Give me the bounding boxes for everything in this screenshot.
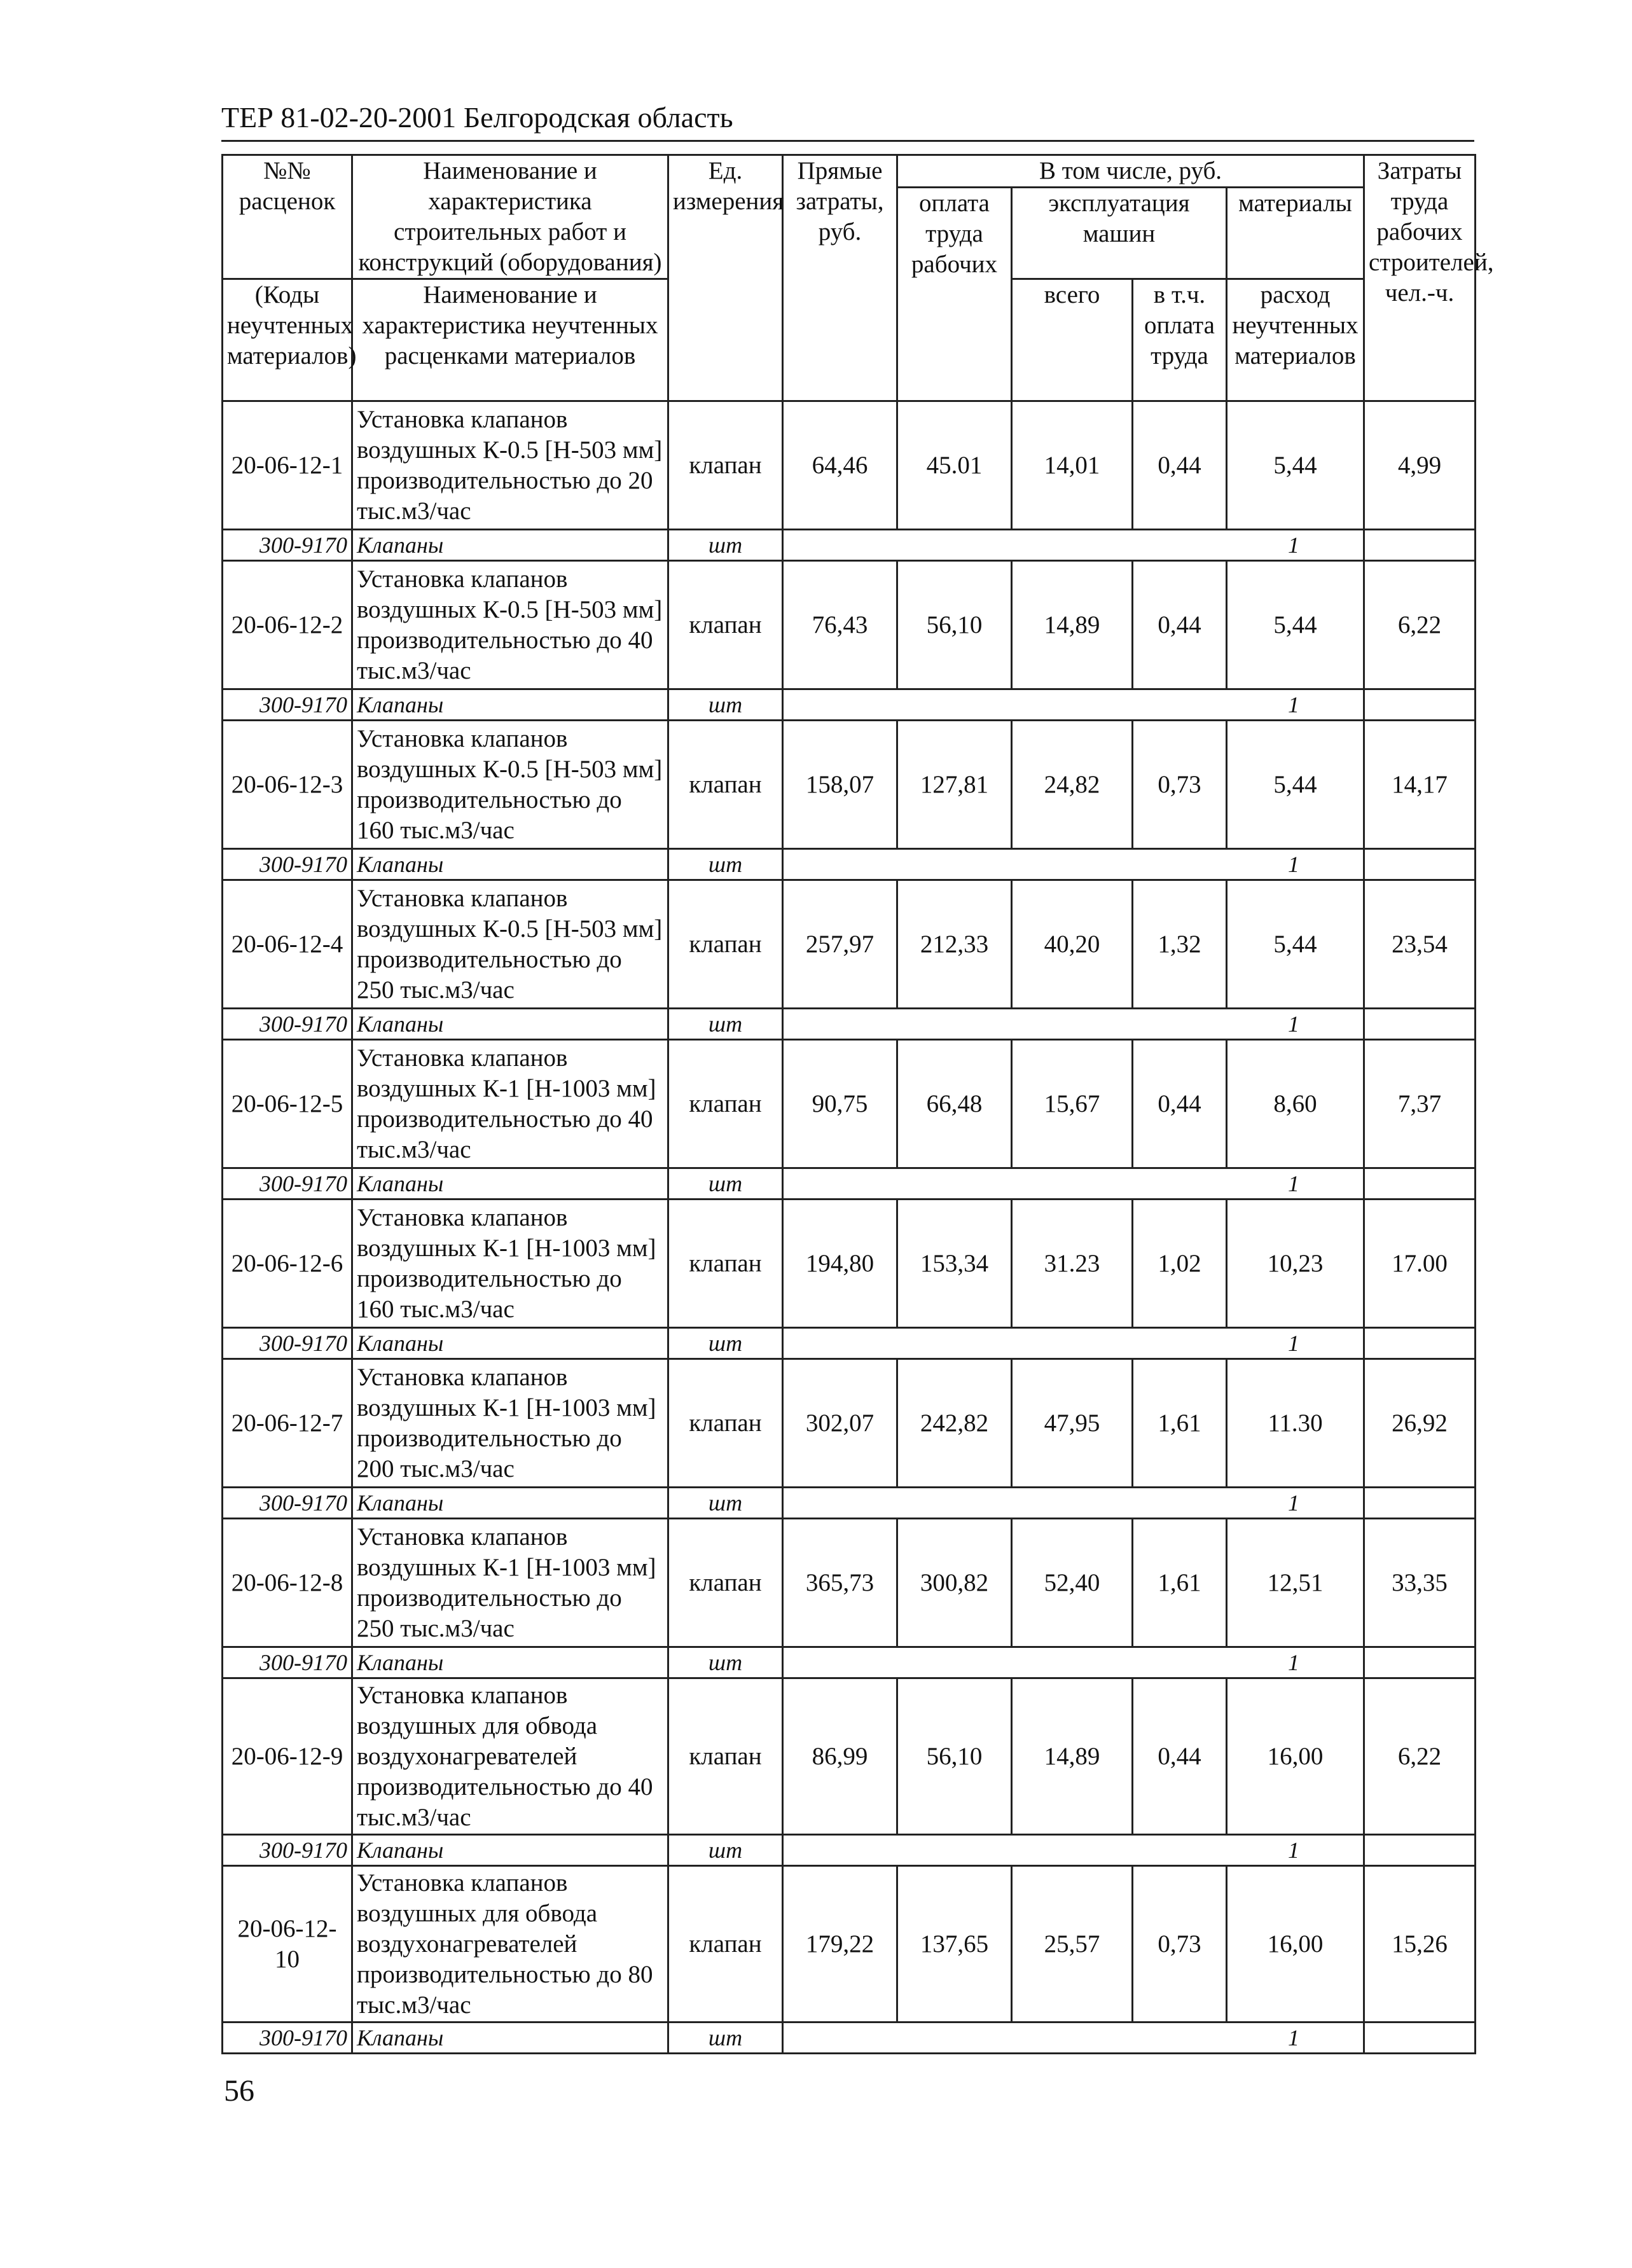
- material-name: Клапаны: [352, 1168, 668, 1200]
- material-row: [223, 530, 1476, 561]
- material-row: [223, 689, 1476, 721]
- material-empty-cell: [1364, 530, 1476, 561]
- header-direct: Прямые затраты, руб.: [783, 155, 897, 401]
- rate-machines-labor: 0,44: [1133, 1040, 1227, 1168]
- rate-labor-hours: 4,99: [1364, 401, 1476, 530]
- rate-materials: 11.30: [1227, 1359, 1364, 1488]
- material-name: Клапаны: [352, 2023, 668, 2054]
- material-unit: шт: [668, 1647, 783, 1678]
- material-quantity: 1: [783, 1168, 1364, 1200]
- rates-body: [223, 401, 1476, 2054]
- rate-name: Установка клапанов воздушных К-1 [Н-1003 мм] производительностью до 250 тыс.м3/час: [352, 1519, 668, 1647]
- rate-materials: 10,23: [1227, 1200, 1364, 1328]
- header-labor-cost: Затраты труда рабочих строителей, чел.-ч.: [1364, 155, 1476, 401]
- material-empty-cell: [1364, 849, 1476, 880]
- rate-labor-hours: 6,22: [1364, 1678, 1476, 1835]
- rate-machines-labor: 1,32: [1133, 880, 1227, 1009]
- rate-machines-total: 40,20: [1012, 880, 1133, 1009]
- rate-code: 20-06-12-3: [223, 721, 352, 849]
- rate-materials: 16,00: [1227, 1866, 1364, 2023]
- material-code: 300-9170: [223, 2023, 352, 2054]
- rate-direct-cost: 158,07: [783, 721, 897, 849]
- rate-row: [223, 1866, 1476, 2023]
- page-title: ТЕР 81-02-20-2001 Белгородская область: [221, 95, 1474, 142]
- material-row: [223, 2023, 1476, 2054]
- material-unit: шт: [668, 849, 783, 880]
- material-unit: шт: [668, 1328, 783, 1359]
- material-empty-cell: [1364, 689, 1476, 721]
- rate-labor-hours: 33,35: [1364, 1519, 1476, 1647]
- material-unit: шт: [668, 689, 783, 721]
- material-quantity: 1: [783, 1328, 1364, 1359]
- material-code: 300-9170: [223, 1168, 352, 1200]
- rate-labor-pay: 212,33: [897, 880, 1012, 1009]
- material-name: Клапаны: [352, 1647, 668, 1678]
- header-materials: материалы: [1227, 188, 1364, 279]
- material-quantity: 1: [783, 530, 1364, 561]
- rate-row: [223, 880, 1476, 1009]
- rate-direct-cost: 86,99: [783, 1678, 897, 1835]
- header-code-top: №№ расценок: [223, 155, 352, 279]
- rate-labor-pay: 137,65: [897, 1866, 1012, 2023]
- rate-machines-labor: 1,61: [1133, 1359, 1227, 1488]
- rate-machines-labor: 0,44: [1133, 401, 1227, 530]
- header-machines-labor: в т.ч. оплата труда: [1133, 279, 1227, 401]
- rate-machines-total: 15,67: [1012, 1040, 1133, 1168]
- rate-machines-total: 24,82: [1012, 721, 1133, 849]
- material-name: Клапаны: [352, 1328, 668, 1359]
- rate-code: 20-06-12-5: [223, 1040, 352, 1168]
- rate-unit: клапан: [668, 1866, 783, 2023]
- rate-labor-hours: 15,26: [1364, 1866, 1476, 2023]
- header-materials-sub: расход неучтенных материалов: [1227, 279, 1364, 401]
- material-empty-cell: [1364, 1168, 1476, 1200]
- rate-machines-labor: 1,61: [1133, 1519, 1227, 1647]
- material-name: Клапаны: [352, 1009, 668, 1040]
- rate-direct-cost: 365,73: [783, 1519, 897, 1647]
- rate-machines-total: 14,89: [1012, 561, 1133, 689]
- material-unit: шт: [668, 530, 783, 561]
- material-code: 300-9170: [223, 1488, 352, 1519]
- material-row: [223, 1488, 1476, 1519]
- material-code: 300-9170: [223, 530, 352, 561]
- rate-machines-total: 14,89: [1012, 1678, 1133, 1835]
- rate-labor-pay: 56,10: [897, 1678, 1012, 1835]
- rate-unit: клапан: [668, 880, 783, 1009]
- rate-row: [223, 1519, 1476, 1647]
- rate-direct-cost: 257,97: [783, 880, 897, 1009]
- rate-row: [223, 1200, 1476, 1328]
- material-code: 300-9170: [223, 689, 352, 721]
- rate-labor-pay: 127,81: [897, 721, 1012, 849]
- rate-labor-pay: 300,82: [897, 1519, 1012, 1647]
- material-row: [223, 1835, 1476, 1866]
- material-quantity: 1: [783, 2023, 1364, 2054]
- material-code: 300-9170: [223, 849, 352, 880]
- rate-direct-cost: 179,22: [783, 1866, 897, 2023]
- rate-name: Установка клапанов воздушных К-0.5 [Н-503 мм] производительностью до 20 тыс.м3/час: [352, 401, 668, 530]
- rate-name: Установка клапанов воздушных К-1 [Н-1003 мм] производительностью до 40 тыс.м3/час: [352, 1040, 668, 1168]
- material-empty-cell: [1364, 1835, 1476, 1866]
- material-code: 300-9170: [223, 1328, 352, 1359]
- material-unit: шт: [668, 1168, 783, 1200]
- material-unit: шт: [668, 2023, 783, 2054]
- material-quantity: 1: [783, 689, 1364, 721]
- rate-materials: 5,44: [1227, 401, 1364, 530]
- rate-row: [223, 561, 1476, 689]
- material-row: [223, 1328, 1476, 1359]
- material-unit: шт: [668, 1488, 783, 1519]
- rate-unit: клапан: [668, 1519, 783, 1647]
- rate-materials: 16,00: [1227, 1678, 1364, 1835]
- rate-unit: клапан: [668, 1040, 783, 1168]
- material-name: Клапаны: [352, 689, 668, 721]
- rate-name: Установка клапанов воздушных К-0.5 [Н-503 мм] производительностью до 40 тыс.м3/час: [352, 561, 668, 689]
- rate-name: Установка клапанов воздушных для обвода воздухонагревателей производительностью до 80 тыс.м3/час: [352, 1866, 668, 2023]
- rate-code: 20-06-12-9: [223, 1678, 352, 1835]
- rate-labor-pay: 153,34: [897, 1200, 1012, 1328]
- rate-unit: клапан: [668, 721, 783, 849]
- rate-row: [223, 401, 1476, 530]
- rate-labor-hours: 6,22: [1364, 561, 1476, 689]
- rate-code: 20-06-12-2: [223, 561, 352, 689]
- rate-materials: 12,51: [1227, 1519, 1364, 1647]
- rate-name: Установка клапанов воздушных для обвода воздухонагревателей производительностью до 40 тыс.м3/час: [352, 1678, 668, 1835]
- material-row: [223, 849, 1476, 880]
- material-row: [223, 1647, 1476, 1678]
- rate-unit: клапан: [668, 1359, 783, 1488]
- rate-code: 20-06-12-6: [223, 1200, 352, 1328]
- rate-machines-labor: 0,73: [1133, 721, 1227, 849]
- rate-machines-labor: 1,02: [1133, 1200, 1227, 1328]
- rate-name: Установка клапанов воздушных К-0.5 [Н-503 мм] производительностью до 250 тыс.м3/час: [352, 880, 668, 1009]
- rate-row: [223, 1359, 1476, 1488]
- header-name-top: Наименование и характеристика строительных работ и конструкций (оборудования): [352, 155, 668, 279]
- material-quantity: 1: [783, 1647, 1364, 1678]
- rate-machines-total: 25,57: [1012, 1866, 1133, 2023]
- rate-machines-total: 52,40: [1012, 1519, 1133, 1647]
- material-row: [223, 1168, 1476, 1200]
- material-name: Клапаны: [352, 1835, 668, 1866]
- rate-unit: клапан: [668, 401, 783, 530]
- material-unit: шт: [668, 1835, 783, 1866]
- material-quantity: 1: [783, 1835, 1364, 1866]
- rate-row: [223, 1678, 1476, 1835]
- header-machines: эксплуатация машин: [1012, 188, 1227, 279]
- rate-direct-cost: 90,75: [783, 1040, 897, 1168]
- rate-labor-pay: 242,82: [897, 1359, 1012, 1488]
- rate-materials: 5,44: [1227, 561, 1364, 689]
- rate-labor-pay: 66,48: [897, 1040, 1012, 1168]
- header-machines-total: всего: [1012, 279, 1133, 401]
- rate-labor-hours: 17.00: [1364, 1200, 1476, 1328]
- material-quantity: 1: [783, 1488, 1364, 1519]
- material-name: Клапаны: [352, 1488, 668, 1519]
- header-code-bottom: (Коды неучтенных материалов): [223, 279, 352, 401]
- rate-materials: 5,44: [1227, 880, 1364, 1009]
- rate-code: 20-06-12-4: [223, 880, 352, 1009]
- rate-machines-labor: 0,44: [1133, 561, 1227, 689]
- material-empty-cell: [1364, 2023, 1476, 2054]
- header-name-bottom: Наименование и характеристика неучтенных расценками материалов: [352, 279, 668, 401]
- rate-name: Установка клапанов воздушных К-1 [Н-1003 мм] производительностью до 200 тыс.м3/час: [352, 1359, 668, 1488]
- rate-machines-total: 14,01: [1012, 401, 1133, 530]
- material-quantity: 1: [783, 849, 1364, 880]
- rate-labor-hours: 26,92: [1364, 1359, 1476, 1488]
- header-including: В том числе, руб.: [897, 155, 1364, 188]
- rate-machines-labor: 0,73: [1133, 1866, 1227, 2023]
- rate-labor-pay: 45.01: [897, 401, 1012, 530]
- rate-labor-hours: 23,54: [1364, 880, 1476, 1009]
- rate-direct-cost: 302,07: [783, 1359, 897, 1488]
- material-code: 300-9170: [223, 1009, 352, 1040]
- rate-row: [223, 1040, 1476, 1168]
- rate-materials: 8,60: [1227, 1040, 1364, 1168]
- material-empty-cell: [1364, 1328, 1476, 1359]
- material-empty-cell: [1364, 1009, 1476, 1040]
- rate-code: 20-06-12-1: [223, 401, 352, 530]
- rate-direct-cost: 64,46: [783, 401, 897, 530]
- material-name: Клапаны: [352, 530, 668, 561]
- material-unit: шт: [668, 1009, 783, 1040]
- material-empty-cell: [1364, 1488, 1476, 1519]
- page-number: 56: [224, 2074, 254, 2108]
- rate-code: 20-06-12-10: [223, 1866, 352, 2023]
- material-code: 300-9170: [223, 1647, 352, 1678]
- material-row: [223, 1009, 1476, 1040]
- rate-labor-pay: 56,10: [897, 561, 1012, 689]
- rate-machines-labor: 0,44: [1133, 1678, 1227, 1835]
- header-labor-pay: оплата труда рабочих: [897, 188, 1012, 401]
- material-empty-cell: [1364, 1647, 1476, 1678]
- material-quantity: 1: [783, 1009, 1364, 1040]
- rate-name: Установка клапанов воздушных К-0.5 [Н-503 мм] производительностью до 160 тыс.м3/час: [352, 721, 668, 849]
- rate-machines-total: 31.23: [1012, 1200, 1133, 1328]
- rate-direct-cost: 194,80: [783, 1200, 897, 1328]
- material-code: 300-9170: [223, 1835, 352, 1866]
- rate-machines-total: 47,95: [1012, 1359, 1133, 1488]
- rate-labor-hours: 14,17: [1364, 721, 1476, 849]
- material-name: Клапаны: [352, 849, 668, 880]
- rate-row: [223, 721, 1476, 849]
- rate-labor-hours: 7,37: [1364, 1040, 1476, 1168]
- rate-name: Установка клапанов воздушных К-1 [Н-1003 мм] производительностью до 160 тыс.м3/час: [352, 1200, 668, 1328]
- rate-code: 20-06-12-8: [223, 1519, 352, 1647]
- rate-unit: клапан: [668, 561, 783, 689]
- rate-code: 20-06-12-7: [223, 1359, 352, 1488]
- rate-materials: 5,44: [1227, 721, 1364, 849]
- rates-table: [221, 154, 1494, 2054]
- header-unit: Ед. измерения: [668, 155, 783, 401]
- rate-unit: клапан: [668, 1678, 783, 1835]
- rate-direct-cost: 76,43: [783, 561, 897, 689]
- rate-unit: клапан: [668, 1200, 783, 1328]
